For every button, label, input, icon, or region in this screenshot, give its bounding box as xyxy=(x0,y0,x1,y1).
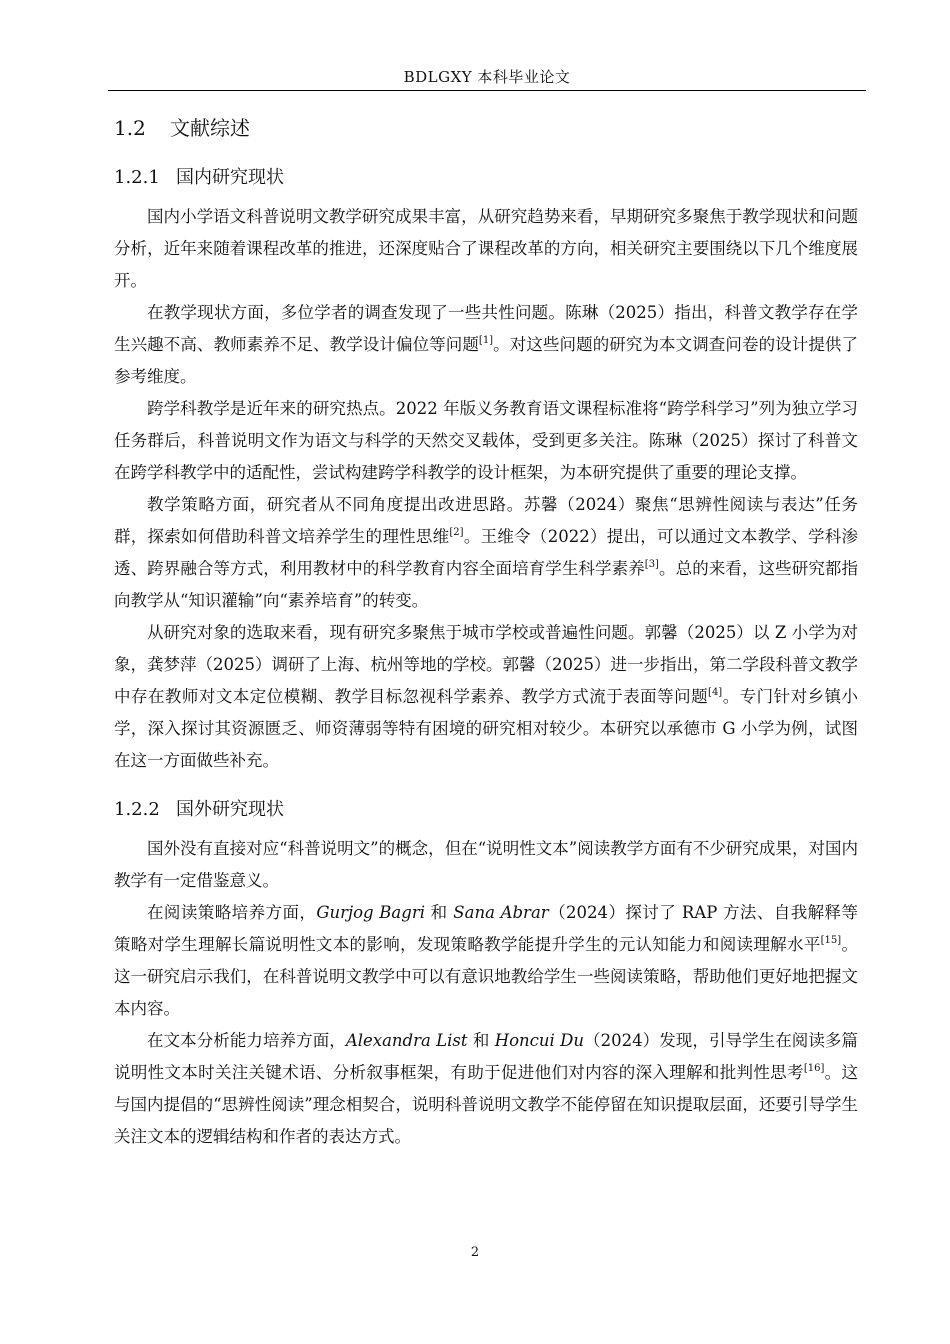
paragraph: 跨学科教学是近年来的研究热点。2022 年版义务教育语文课程标准将“跨学科学习”列为独立学习任务群后，科普说明文作为语文与科学的天然交叉载体，受到更多关注。陈琳（2025）探讨了科普文在跨学科教学中的适配性，尝试构建跨学科教学的设计框架，为本研究提供了重要的理论支撑。 xyxy=(114,399,858,482)
paragraph: 在阅读策略培养方面，Gurjog Bagri 和 Sana Abrar（2024）探讨了 RAP 方法、自我解释等策略对学生理解长篇说明性文本的影响，发现策略教学能提升学生的元认知能力和阅读理解水平[15]。这一研究启示我们，在科普说明文教学中可以有意识地教给学生一些阅读策略，帮助他们更好地把握文本内容。 xyxy=(114,903,859,1018)
citation: [16] xyxy=(803,1063,825,1074)
author-name: Alexandra List xyxy=(345,1031,468,1050)
paragraph: 教学策略方面，研究者从不同角度提出改进思路。苏馨（2024）聚焦“思辨性阅读与表达”任务群，探索如何借助科普文培养学生的理性思维[2]。王维令（2022）提出，可以通过文本教学、学科渗透、跨界融合等方式，利用教材中的科学教育内容全面培育学生科学素养[3]。总的来看，这些研究都指向教学从“知识灌输”向“素养培育”的转变。 xyxy=(114,495,859,610)
page-header xyxy=(108,66,866,91)
section-title: 文献综述 xyxy=(170,116,250,140)
paragraph: 从研究对象的选取来看，现有研究多聚焦于城市学校或普遍性问题。郭馨（2025）以 Z 小学为对象，龚梦萍（2025）调研了上海、杭州等地的学校。郭馨（2025）进一步指出，第二学段科普文教学中存在教师对文本定位模糊、教学目标忽视科学素养、教学方式流于表面等问题[4]。专门针对乡镇小学，深入探讨其资源匮乏、师资薄弱等特有困境的研究相对较少。本研究以承德市 G 小学为例，试图在这一方面做些补充。 xyxy=(114,623,859,770)
author-name: Honcui Du xyxy=(494,1031,584,1050)
subsection-heading-foreign xyxy=(114,795,858,821)
paragraph: 国内小学语文科普说明文教学研究成果丰富，从研究趋势来看，早期研究多聚焦于教学现状和问题分析，近年来随着课程改革的推进，还深度贴合了课程改革的方向，相关研究主要围绕以下几个维度展开。 xyxy=(114,207,858,290)
subsection-title: 国内研究现状 xyxy=(176,167,284,188)
author-name: Sana Abrar xyxy=(453,903,549,922)
citation: [15] xyxy=(820,935,842,946)
paragraph: 国外没有直接对应“科普说明文”的概念，但在“说明性文本”阅读教学方面有不少研究成果，对国内教学有一定借鉴意义。 xyxy=(114,839,858,890)
citation: [1] xyxy=(478,335,494,346)
subsection-number: 1.2.2 xyxy=(114,799,160,820)
header-title: BDLGXY 本科毕业论文 xyxy=(403,68,571,86)
citation: [2] xyxy=(449,527,464,538)
paragraph: 在文本分析能力培养方面，Alexandra List 和 Honcui Du（2024）发现，引导学生在阅读多篇说明性文本时关注关键术语、分析叙事框架，有助于促进他们对内容的深入理解和批判性思考[16]。这与国内提倡的“思辨性阅读”理念相契合，说明科普说明文教学不能停留在知识提取层面，还要引导学生关注文本的逻辑结构和作者的表达方式。 xyxy=(114,1031,859,1146)
paragraph: 在教学现状方面，多位学者的调查发现了一些共性问题。陈琳（2025）指出，科普文教学存在学生兴趣不高、教师素养不足、教学设计偏位等问题[1]。对这些问题的研究为本文调查问卷的设计提供了参考维度。 xyxy=(114,303,859,386)
page-body xyxy=(114,112,858,1153)
subsection-number: 1.2.1 xyxy=(114,167,160,188)
subsection-heading-domestic xyxy=(114,163,858,189)
subsection-title: 国外研究现状 xyxy=(176,799,284,820)
author-name: Gurjog Bagri xyxy=(316,903,425,922)
section-heading xyxy=(114,112,858,141)
page-footer xyxy=(0,1245,950,1260)
citation: [4] xyxy=(708,687,723,698)
section-number: 1.2 xyxy=(114,116,146,140)
citation: [3] xyxy=(644,559,659,570)
page-number: 2 xyxy=(470,1245,480,1260)
